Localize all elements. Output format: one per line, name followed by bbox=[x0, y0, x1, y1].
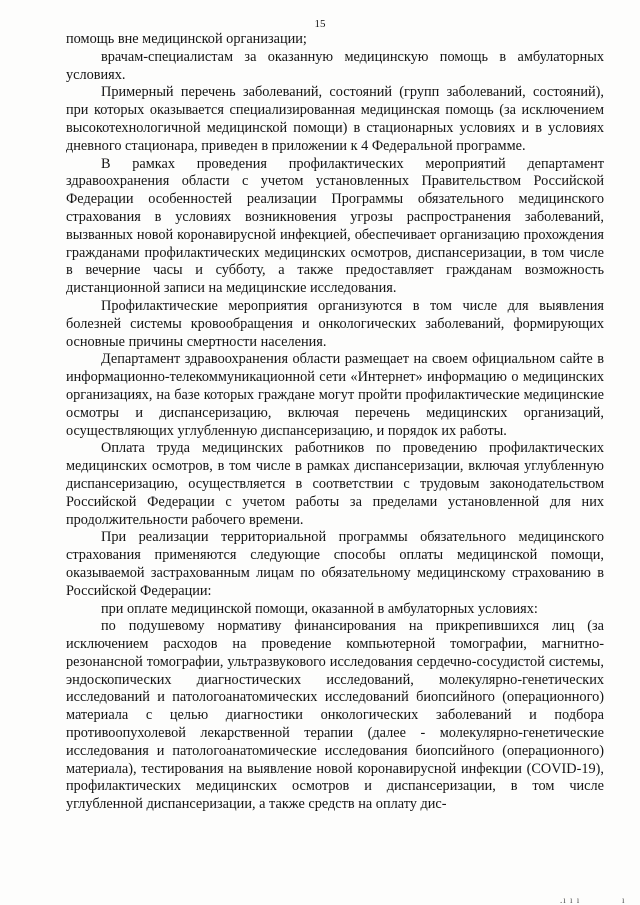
paragraph: при оплате медицинской помощи, оказанной в амбулаторных условиях: bbox=[101, 600, 538, 617]
document-body bbox=[66, 31, 604, 814]
paragraph: врачам-специалистам за оказанную медицинскую помощь в амбулаторных условиях. bbox=[66, 48, 604, 83]
scan-mark: .ı ı ı bbox=[560, 895, 581, 905]
paragraph: Примерный перечень заболеваний, состояний (групп заболеваний, состояний), при которых оказывается специализированная медицинская помощь (за исключением высокотехнологичной медицинской помощи) в стационарных условиях и в условиях дневного стационара, приведен в приложении к 4 Федеральной программе. bbox=[66, 84, 604, 154]
paragraph: Профилактические мероприятия организуются в том числе для выявления болезней системы кровообращения и онкологических заболеваний, формирующих основные причины смертности населения. bbox=[66, 297, 604, 350]
paragraph: помощь вне медицинской организации; bbox=[66, 31, 307, 47]
paragraph: В рамках проведения профилактических мероприятий департамент здравоохранения области с учетом установленных Правительством Российской Федерации особенностей реализации Программы обязательного медицинского страхования в условиях возникновения угрозы распространения заболеваний, вызванных новой коронавирусной инфекцией, обеспечивает организацию прохождения гражданами профилактических медицинских осмотров, диспансеризации, в том числе в вечерние часы и субботу, а также предоставляет гражданам возможность дистанционной записи на медицинские исследования. bbox=[66, 155, 604, 297]
page-number: 15 bbox=[314, 18, 326, 30]
paragraph: по подушевому нормативу финансирования на прикрепившихся лиц (за исключением расходов на проведение компьютерной томографии, магнитно-резонансной томографии, ультразвукового исследования сердечно-сосудистой системы, эндоскопических диагностических исследований, молекулярно-генетических исследований и патологоанатомических исследований биопсийного (операционного) материала с целью диагностики онкологических заболеваний и подбора противоопухолевой лекарственной терапии (далее - молекулярно-генетические исследования и патологоанатомические исследования биопсийного (операционного) материала), тестирования на выявление новой коронавирусной инфекции (COVID-19), профилактических медицинских осмотров и диспансеризации, в том числе углубленной диспансеризации, а также средств на оплату дис- bbox=[66, 618, 604, 813]
paragraph: Оплата труда медицинских работников по проведению профилактических медицинских осмотров, в том числе в рамках диспансеризации, включая углубленную диспансеризацию, осуществляется в соответствии с трудовым законодательством Российской Федерации с учетом работы за пределами установленной для них продолжительности рабочего времени. bbox=[66, 440, 604, 528]
scan-mark: ı bbox=[622, 895, 626, 905]
paragraph: Департамент здравоохранения области размещает на своем официальном сайте в информационно-телекоммуникационной сети «Интернет» информацию о медицинских организациях, на базе которых граждане могут пройти профилактические медицинские осмотры и диспансеризацию, включая перечень медицинских организаций, осуществляющих углубленную диспансеризацию, и порядок их работы. bbox=[66, 351, 604, 439]
paragraph: При реализации территориальной программы обязательного медицинского страхования применяются следующие способы оплаты медицинской помощи, оказываемой застрахованным лицам по обязательному медицинскому страхованию в Российской Федерации: bbox=[66, 529, 604, 599]
